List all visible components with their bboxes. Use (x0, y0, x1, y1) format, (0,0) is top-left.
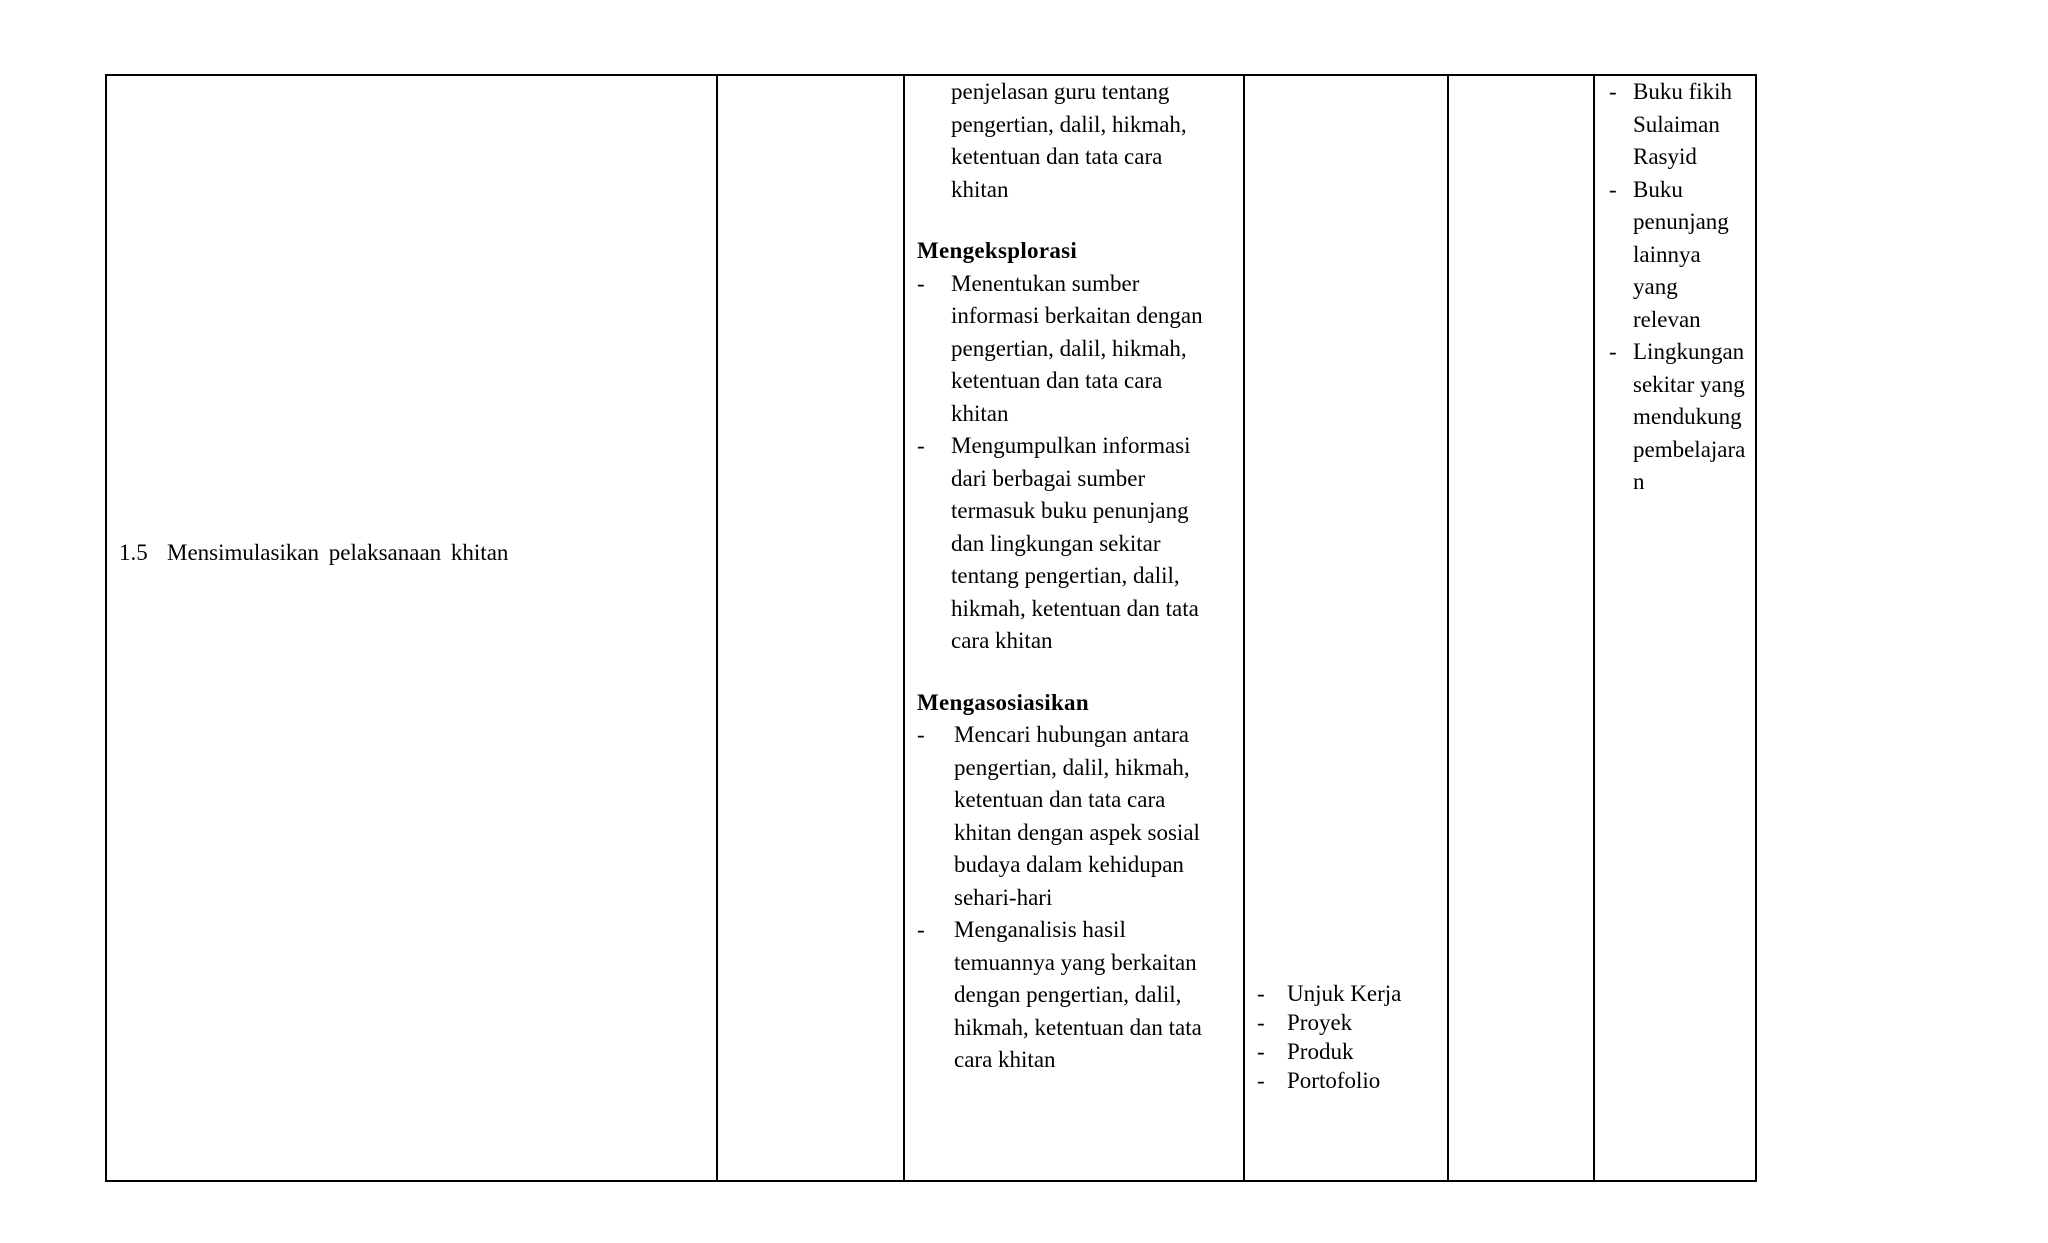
list-item (1257, 1037, 1447, 1066)
mengasosiasikan-heading: Mengasosiasikan (917, 689, 1089, 715)
dash-bullet: - (1609, 176, 1617, 202)
dash-bullet: - (917, 433, 925, 458)
kegiatan-intro (917, 76, 1225, 206)
kompetensi-dasar-item (119, 537, 716, 570)
list-item (1609, 336, 1747, 499)
sumber-item: Buku fikih Sulaiman Rasyid (1633, 79, 1733, 169)
kompetensi-text: Mensimulasikan pelaksanaan khitan (167, 539, 509, 565)
list-item (917, 719, 1225, 914)
intro-line: penjelasan guru tentang (951, 79, 1170, 104)
table-row (106, 75, 1756, 1181)
list-item (1609, 76, 1747, 174)
penilaian-item: Produk (1287, 1039, 1354, 1064)
sumber-item: Buku penunjang lainnya yang relevan (1633, 176, 1729, 332)
sumber-belajar-cell (1594, 75, 1756, 1181)
list-item-text: Menentukan sumber informasi berkaitan dengan pengertian, dalil, hikmah, ketentuan dan tata cara khitan (951, 270, 1203, 426)
list-item-text: Menganalisis hasil temuannya yang berkaitan dengan pengertian, dalil, hikmah, ketentuan dan tata cara khitan (954, 917, 1202, 1072)
materi-cell (717, 75, 904, 1181)
alokasi-waktu-cell (1448, 75, 1594, 1181)
kompetensi-number: 1.5 (119, 539, 148, 565)
list-item (917, 268, 1225, 431)
penilaian-item: Proyek (1287, 1010, 1353, 1035)
list-item (1257, 1066, 1447, 1095)
list-item-text: Mengumpulkan informasi dari berbagai sumber termasuk buku penunjang dan lingkungan sekitar tentang pengertian, dalil, hikmah, ketentuan dan tata cara khitan (951, 433, 1199, 653)
penilaian-cell (1244, 75, 1448, 1181)
dash-bullet: - (1609, 79, 1617, 104)
rpp-table (105, 74, 1757, 1182)
intro-line: ketentuan dan tata cara (951, 144, 1163, 169)
penilaian-item: Portofolio (1287, 1068, 1381, 1093)
sumber-item: Lingkungan sekitar yang mendukung pembelajaran (1633, 339, 1746, 494)
dash-bullet: - (917, 270, 925, 296)
dash-bullet: - (1257, 1010, 1265, 1035)
dash-bullet: - (917, 917, 925, 942)
dash-bullet: - (1257, 1068, 1265, 1093)
dash-bullet: - (917, 722, 925, 747)
kompetensi-dasar-cell (106, 75, 717, 1181)
list-item (1257, 979, 1447, 1008)
dash-bullet: - (1257, 981, 1265, 1006)
mengeksplorasi-heading: Mengeksplorasi (917, 238, 1078, 263)
list-item-text: Mencari hubungan antara pengertian, dalil, hikmah, ketentuan dan tata cara khitan dengan aspek sosial budaya dalam kehidupan sehari-hari (954, 722, 1200, 910)
penilaian-item: Unjuk Kerja (1287, 981, 1402, 1006)
list-item (917, 430, 1225, 658)
list-item (1609, 174, 1747, 337)
list-item (917, 914, 1225, 1077)
intro-line: pengertian, dalil, hikmah, (951, 111, 1187, 137)
intro-line: khitan (951, 176, 1009, 202)
list-item (1257, 1008, 1447, 1037)
dash-bullet: - (1609, 339, 1617, 364)
dash-bullet: - (1257, 1039, 1265, 1064)
kegiatan-pembelajaran-cell (904, 75, 1244, 1181)
